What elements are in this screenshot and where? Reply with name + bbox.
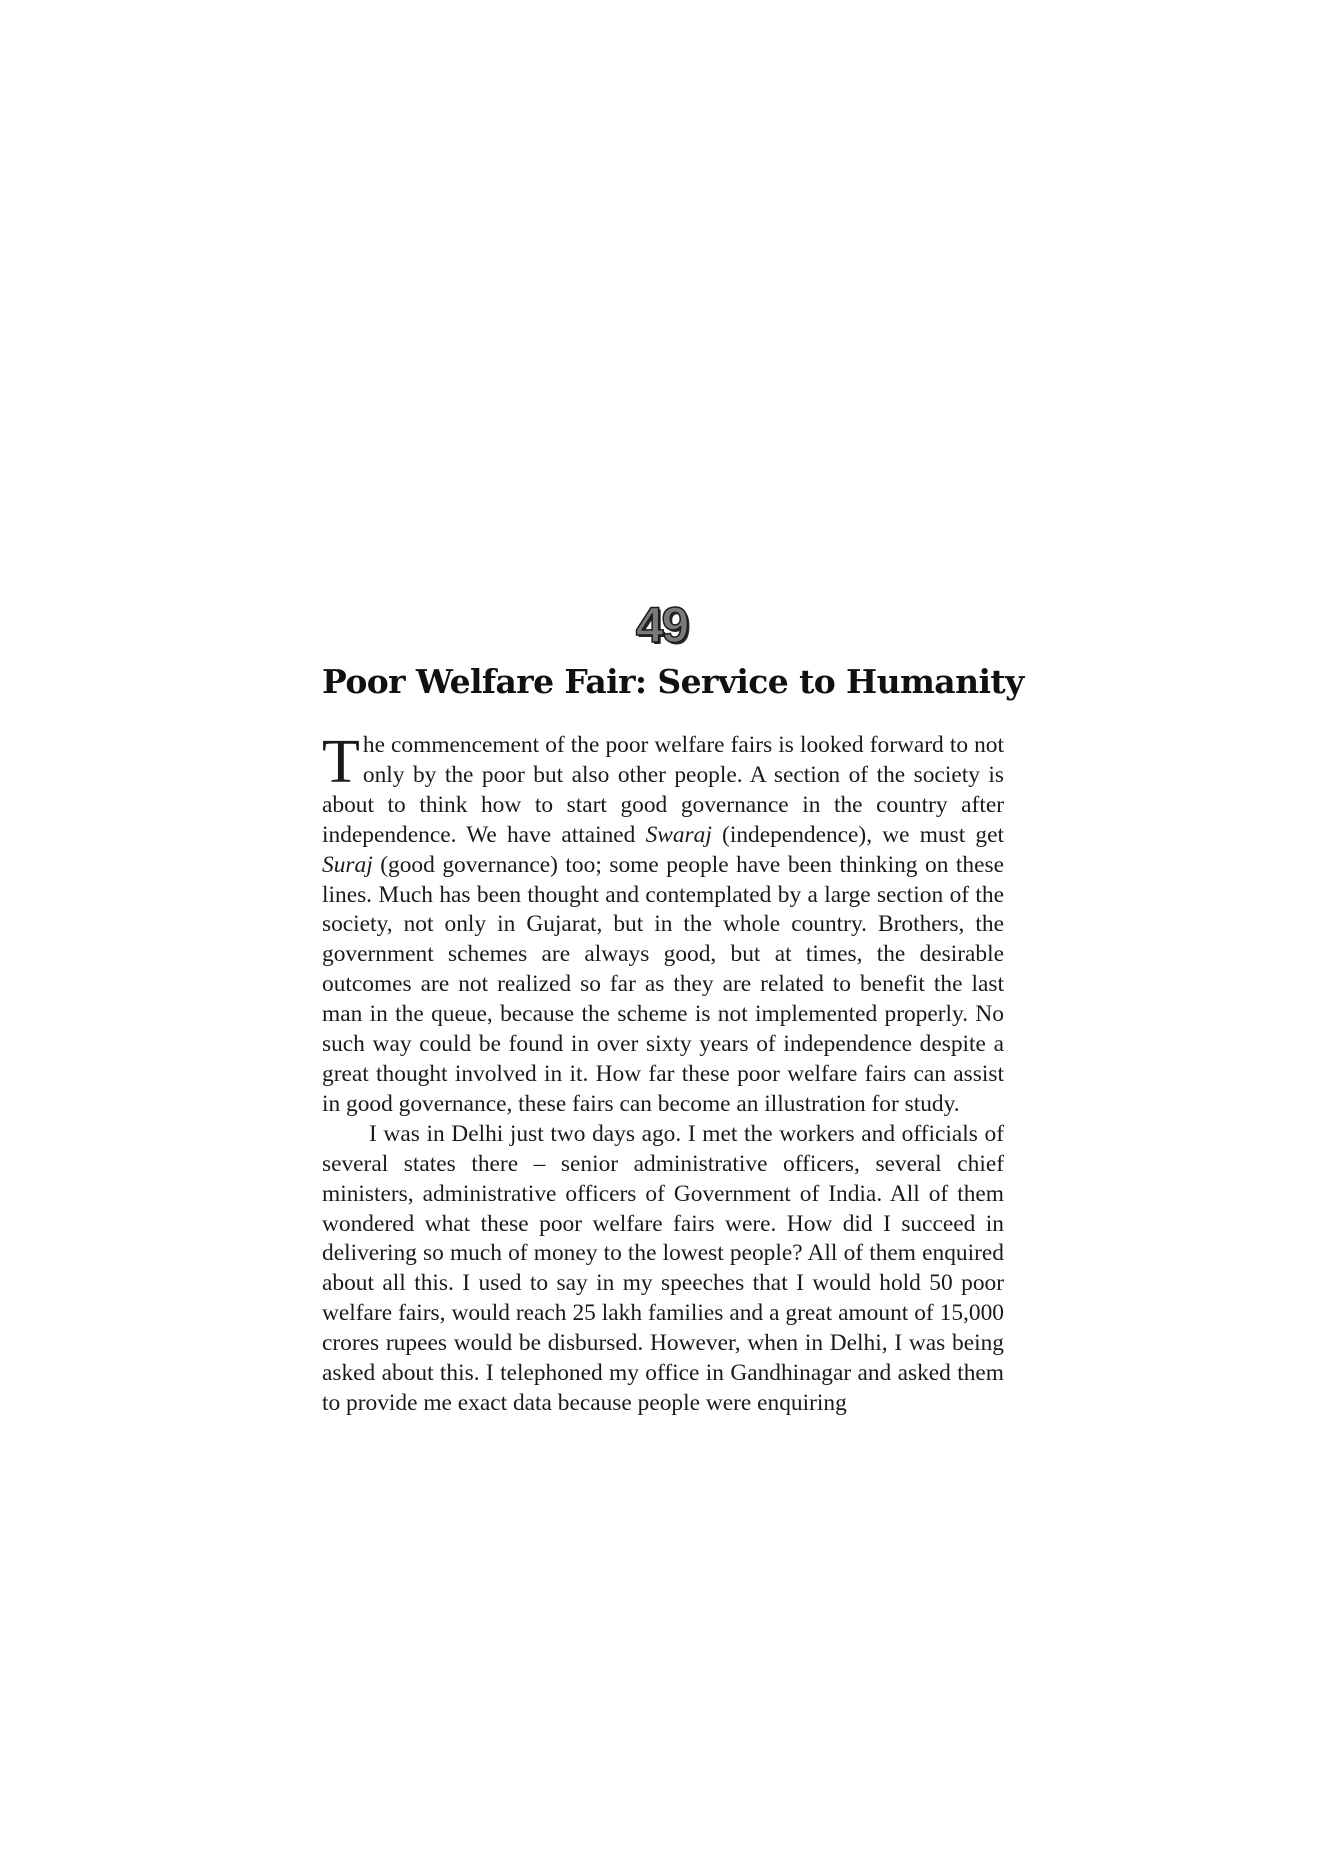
chapter-title: Poor Welfare Fair: Service to Humanity xyxy=(322,662,1024,701)
italic-term: Suraj xyxy=(322,851,373,878)
paragraph xyxy=(322,728,1004,1120)
paragraph-text: he commencement of the poor welfare fairs is looked forward to not only by the poor but also other people. A section of the society is about to think how to start good governance in the country after independence. We have attained xyxy=(322,732,1004,848)
paragraph-text: (independence), we must get xyxy=(711,821,1004,848)
paragraph xyxy=(322,1120,1004,1419)
chapter-number: 49 xyxy=(635,597,688,653)
body-text xyxy=(322,728,1004,1419)
drop-cap: T xyxy=(322,728,360,796)
paragraph-text: I was in Delhi just two days ago. I met the workers and officials of several states there – senior administrative officers, several chief ministers, administrative officers of Government of India. All of them wondered what these poor welfare fairs were. How did I succeed in delivering so much of money to the lowest people? All of them enquired about all this. I used to say in my speeches that I would hold 50 poor welfare fairs, would reach 25 lakh families and a great amount of 15,000 crores rupees would be disbursed. However, when in Delhi, I was being asked about this. I telephoned my office in Gandhinagar and asked them to provide me exact data because people were enquiring xyxy=(322,1120,1004,1416)
italic-term: Swaraj xyxy=(645,821,712,848)
paragraph-text: (good governance) too; some people have been thinking on these lines. Much has been thought and contemplated by a large section of the society, not only in Gujarat, but in the whole country. Brothers, the government schemes are always good, but at times, the desirable outcomes are not realized so far as they are related to benefit the last man in the queue, because the scheme is not implemented properly. No such way could be found in over sixty years of independence despite a great thought involved in it. How far these poor welfare fairs can assist in good governance, these fairs can become an illustration for study. xyxy=(322,851,1004,1117)
